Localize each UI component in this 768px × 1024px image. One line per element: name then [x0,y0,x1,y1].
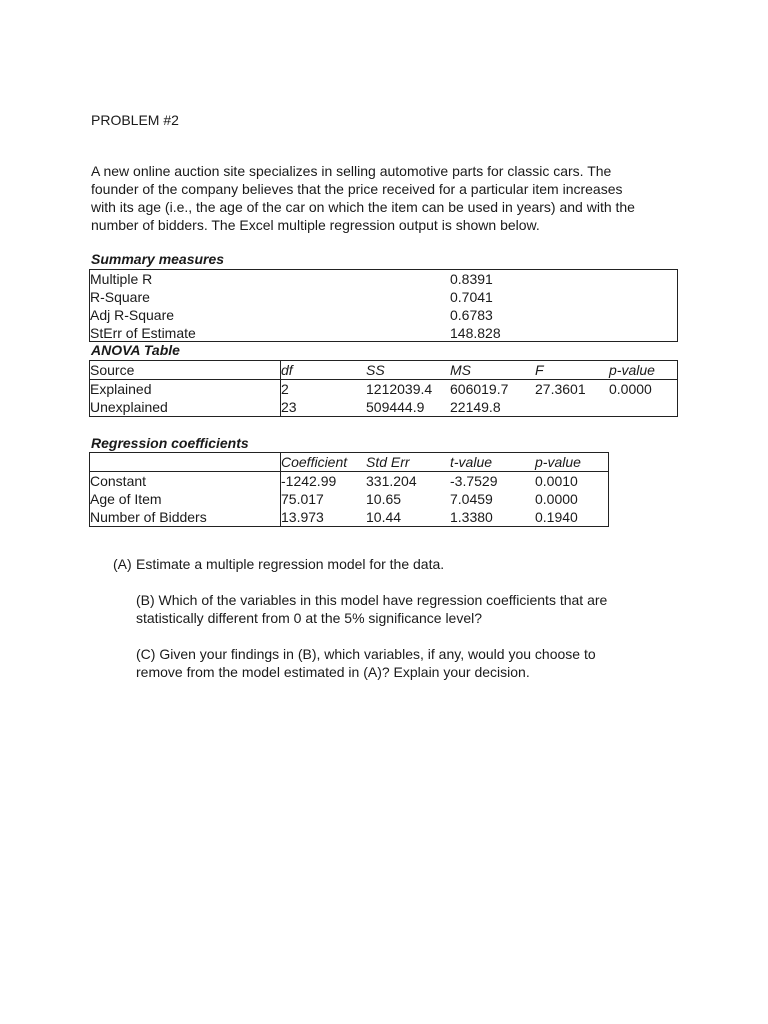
coefficients-cell: 13.973 [281,509,324,525]
question-c-line: (C) Given your findings in (B), which variables, if any, would you choose to [136,646,596,662]
anova-header: Source [90,362,135,378]
question-c-line: remove from the model estimated in (A)? Explain your decision. [136,664,530,680]
anova-cell: 1212039.4 [366,381,433,397]
intro-line: number of bidders. The Excel multiple regression output is shown below. [91,217,540,233]
coefficients-cell: -3.7529 [450,473,498,489]
summary-label: StErr of Estimate [90,325,196,341]
intro-line: founder of the company believes that the price received for a particular item increases [91,181,623,197]
summary-label: Multiple R [90,271,153,287]
anova-header: SS [366,362,385,378]
coefficients-cell: 331.204 [366,473,417,489]
coefficients-cell: 0.1940 [535,509,578,525]
summary-value: 0.6783 [450,307,493,323]
coefficients-cell: Constant [90,473,147,489]
intro-line: with its age (i.e., the age of the car on which the item can be used in years) and with the [91,199,635,215]
anova-cell: 23 [281,399,297,415]
coefficients-cell: 7.0459 [450,491,493,507]
anova-table [89,360,678,417]
intro-paragraph [91,162,691,234]
anova-header: p-value [609,362,655,378]
coefficients-header: t-value [450,454,493,470]
coefficients-cell: 0.0010 [535,473,578,489]
anova-cell: 606019.7 [450,381,509,397]
question-b-line: (B) Which of the variables in this model have regression coefficients that are [136,592,608,608]
coefficients-cell: -1242.99 [281,473,337,489]
summary-value: 0.8391 [450,271,493,287]
question-b-line: statistically different from 0 at the 5% significance level? [136,610,483,626]
anova-header: F [535,362,544,378]
anova-heading: ANOVA Table [91,342,180,358]
coefficients-cell: 1.3380 [450,509,493,525]
anova-cell: Unexplained [90,399,168,415]
anova-cell: 2 [281,381,289,397]
summary-table [89,269,678,342]
anova-cell: 0.0000 [609,381,652,397]
coefficients-heading: Regression coefficients [91,435,249,451]
summary-value: 148.828 [450,325,501,341]
question-a-text: Estimate a multiple regression model for the data. [136,556,445,572]
coefficients-header: Std Err [366,454,410,470]
coefficients-cell: 0.0000 [535,491,578,507]
summary-label: Adj R-Square [90,307,175,323]
coefficients-header-divider [90,471,608,472]
anova-cell: 509444.9 [366,399,425,415]
coefficients-cell: 10.44 [366,509,402,525]
coefficients-header: Coefficient [281,454,348,470]
summary-value: 0.7041 [450,289,493,305]
coefficients-table [89,452,609,527]
anova-cell: 22149.8 [450,399,501,415]
intro-line: A new online auction site specializes in selling automotive parts for classic cars. The [91,163,612,179]
summary-label: R-Square [90,289,150,305]
summary-heading: Summary measures [91,251,225,267]
coefficients-cell: Number of Bidders [90,509,207,525]
question-a-marker: (A) [113,556,132,572]
coefficients-cell: Age of Item [90,491,162,507]
problem-title: PROBLEM #2 [91,112,179,128]
coefficients-cell: 75.017 [281,491,324,507]
anova-header: df [281,362,293,378]
anova-cell: Explained [90,381,152,397]
anova-cell: 27.3601 [535,381,586,397]
coefficients-header: p-value [535,454,581,470]
anova-header: MS [450,362,471,378]
coefficients-cell: 10.65 [366,491,402,507]
